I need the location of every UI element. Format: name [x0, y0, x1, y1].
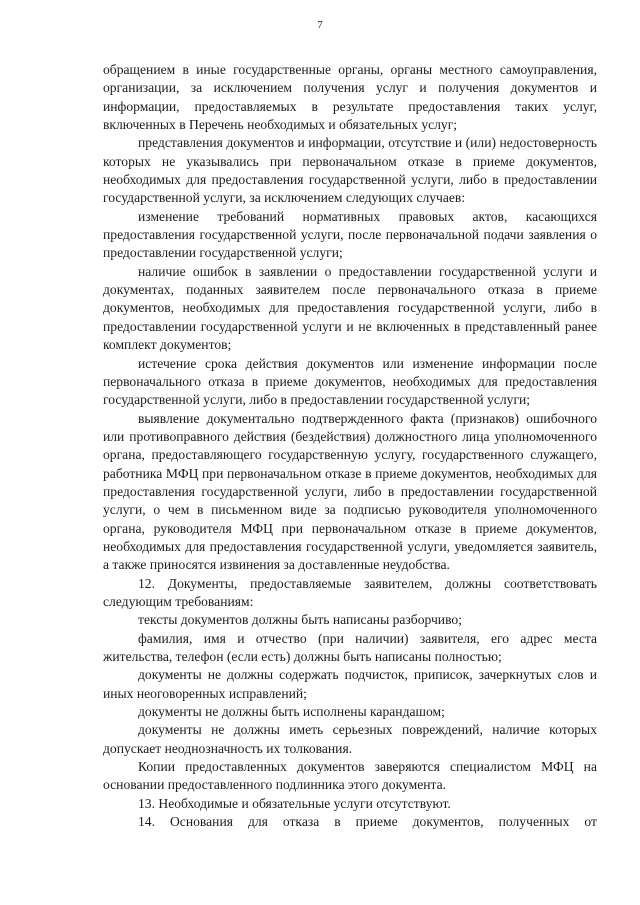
paragraph-4: наличие ошибок в заявлении о предоставлении государственной услуги и документах, поданных заявителем после первоначального отказа в приеме документов, необходимых для предоставления государственной услуги, либо в предоставлении государственной услуги и не включенных в представленный ранее комплект документов; — [103, 263, 597, 353]
paragraph-8: тексты документов должны быть написаны разборчиво; — [138, 612, 462, 628]
page-number: 7 — [317, 19, 323, 31]
paragraph-15: 14. Основания для отказа в приеме документов, полученных от — [138, 814, 597, 830]
paragraph-7: 12. Документы, предоставляемые заявителем, должны соответствовать следующим требованиям: — [103, 575, 597, 609]
paragraph-11: документы не должны быть исполнены карандашом; — [138, 704, 445, 720]
paragraph-14: 13. Необходимые и обязательные услуги отсутствуют. — [138, 795, 451, 811]
document-body — [103, 61, 597, 831]
paragraph-12: документы не должны иметь серьезных повреждений, наличие которых допускает неоднозначность их толкования. — [103, 722, 597, 756]
paragraph-10: документы не должны содержать подчисток, приписок, зачеркнутых слов и иных неоговоренных исправлений; — [103, 667, 597, 701]
paragraph-3: изменение требований нормативных правовых актов, касающихся предоставления государственной услуги, после первоначальной подачи заявления о предоставлении государственной услуги; — [103, 208, 597, 261]
paragraph-2: представления документов и информации, отсутствие и (или) недостоверность которых не указывались при первоначальном отказе в приеме документов, необходимых для предоставления государственной услуги, либо в предоставлении государственной услуги, за исключением следующих случаев: — [103, 135, 597, 206]
paragraph-5: истечение срока действия документов или изменение информации после первоначального отказа в приеме документов, необходимых для предоставления государственной услуги, либо в предоставлении государственной услуги; — [103, 355, 597, 408]
paragraph-1: обращением в иные государственные органы, органы местного самоуправления, организации, за исключением получения услуг и получения документов и информации, предоставляемых в результате предоставления таких услуг, включенных в Перечень необходимых и обязательных услуг; — [103, 62, 597, 133]
paragraph-9: фамилия, имя и отчество (при наличии) заявителя, его адрес места жительства, телефон (если есть) должны быть написаны полностью; — [103, 630, 597, 664]
paragraph-13: Копии предоставленных документов заверяются специалистом МФЦ на основании предоставленного подлинника этого документа. — [103, 759, 597, 793]
paragraph-6: выявление документально подтвержденного факта (признаков) ошибочного или противоправного действия (бездействия) должностного лица уполномоченного органа, предоставляющего государственную услугу, государственного служащего, работника МФЦ при первоначальном отказе в приеме документов, необходимых для предоставления государственной услуги, либо в предоставлении государственной услуги, о чем в письменном виде за подписью руководителя уполномоченного органа, руководителя МФЦ при первоначальном отказе в приеме документов, необходимых для предоставления государственной услуги, уведомляется заявитель, а также приносятся извинения за доставленные неудобства. — [103, 410, 597, 573]
